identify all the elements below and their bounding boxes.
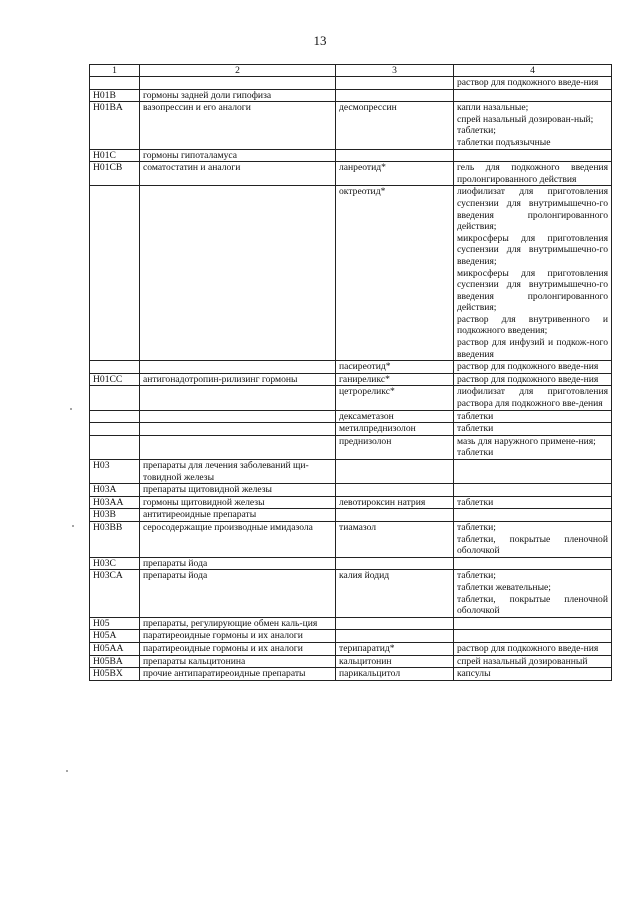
dosage-forms-cell	[454, 89, 612, 102]
code-cell	[90, 423, 140, 436]
dosage-forms-cell	[454, 521, 612, 557]
dosage-form-item: таблетки	[457, 423, 494, 435]
code-cell: H03B	[90, 509, 140, 522]
group-cell	[140, 186, 336, 361]
dosage-forms-cell	[454, 410, 612, 423]
table-row	[90, 557, 612, 570]
drug-cell: преднизолон	[336, 435, 454, 459]
dosage-form-item: лиофилизат для приготовления суспензии для внутримышечно-го введения пролонгированного действия;	[457, 186, 608, 233]
drug-cell	[336, 557, 454, 570]
dosage-forms-cell	[454, 186, 612, 361]
table-row	[90, 496, 612, 509]
dosage-form-item: таблетки подъязычные	[457, 136, 551, 148]
table-row	[90, 521, 612, 557]
dosage-forms-cell	[454, 386, 612, 410]
drug-cell	[336, 617, 454, 630]
dosage-form-item: таблетки;	[457, 521, 496, 533]
dosage-form-item: таблетки;	[457, 125, 496, 137]
column-number-3: 3	[336, 65, 454, 77]
table-row	[90, 361, 612, 374]
dosage-form-item: гель для подкожного введения пролонгированного действия	[457, 162, 608, 185]
group-cell: паратиреоидные гормоны и их аналоги	[140, 630, 336, 643]
table-row	[90, 484, 612, 497]
code-cell: H03BB	[90, 521, 140, 557]
drug-cell: метилпреднизолон	[336, 423, 454, 436]
code-cell: H03	[90, 460, 140, 484]
drug-cell: октреотид*	[336, 186, 454, 361]
dosage-form-item: капли назальные;	[457, 102, 529, 114]
group-cell	[140, 386, 336, 410]
dosage-forms-cell	[454, 484, 612, 497]
drug-cell: дексаметазон	[336, 410, 454, 423]
dosage-forms-cell	[454, 668, 612, 681]
dosage-form-item: спрей назальный дозированный	[457, 655, 588, 667]
drug-cell: десмопрессин	[336, 102, 454, 149]
table-row	[90, 509, 612, 522]
table-row	[90, 423, 612, 436]
code-cell: H05AA	[90, 642, 140, 655]
code-cell: H05BX	[90, 668, 140, 681]
dosage-form-item: таблетки	[457, 410, 494, 422]
table-row	[90, 373, 612, 386]
group-cell	[140, 423, 336, 436]
code-cell	[90, 361, 140, 374]
dosage-forms-cell	[454, 630, 612, 643]
drug-cell	[336, 89, 454, 102]
code-cell: H01CB	[90, 162, 140, 186]
dosage-forms-cell	[454, 570, 612, 617]
code-cell: H03AA	[90, 496, 140, 509]
drug-cell	[336, 77, 454, 90]
dosage-forms-cell	[454, 102, 612, 149]
code-cell: H05BA	[90, 655, 140, 668]
table-row	[90, 570, 612, 617]
code-cell	[90, 410, 140, 423]
dosage-forms-cell	[454, 496, 612, 509]
group-cell: препараты йода	[140, 570, 336, 617]
dosage-forms-cell	[454, 509, 612, 522]
group-cell: серосодержащие производные имидазола	[140, 521, 336, 557]
code-cell: H01BA	[90, 102, 140, 149]
group-cell: препараты, регулирующие обмен каль-ция	[140, 617, 336, 630]
group-cell: препараты для лечения заболеваний щи-товидной железы	[140, 460, 336, 484]
dosage-form-item: спрей назальный дозирован-ный;	[457, 113, 594, 125]
dosage-form-item: таблетки	[457, 496, 494, 508]
drug-cell: терипаратид*	[336, 642, 454, 655]
code-cell: H03A	[90, 484, 140, 497]
dosage-forms-cell	[454, 642, 612, 655]
table-row	[90, 655, 612, 668]
dosage-forms-cell	[454, 655, 612, 668]
drug-cell: калия йодид	[336, 570, 454, 617]
table-row	[90, 149, 612, 162]
dosage-forms-cell	[454, 435, 612, 459]
drug-cell	[336, 484, 454, 497]
column-number-row	[90, 65, 612, 77]
dosage-form-item: таблетки, покрытые пленочной оболочкой	[457, 593, 608, 617]
dosage-forms-cell	[454, 149, 612, 162]
code-cell: H01B	[90, 89, 140, 102]
group-cell: гормоны щитовидной железы	[140, 496, 336, 509]
dosage-form-item: раствор для подкожного введе-ния	[457, 361, 599, 373]
code-cell: H03CA	[90, 570, 140, 617]
group-cell	[140, 77, 336, 90]
drug-cell: цетрореликс*	[336, 386, 454, 410]
drug-cell	[336, 460, 454, 484]
dosage-forms-cell	[454, 373, 612, 386]
dosage-forms-cell	[454, 423, 612, 436]
dosage-form-item: таблетки;	[457, 570, 496, 582]
dosage-forms-cell	[454, 361, 612, 374]
group-cell: паратиреоидные гормоны и их аналоги	[140, 642, 336, 655]
table-row	[90, 102, 612, 149]
drug-cell: ганиреликс*	[336, 373, 454, 386]
drug-cell: пасиреотид*	[336, 361, 454, 374]
table-row	[90, 77, 612, 90]
dosage-form-item: раствор для подкожного введе-ния	[457, 77, 599, 88]
group-cell: препараты кальцитонина	[140, 655, 336, 668]
table-row	[90, 668, 612, 681]
dosage-form-item: раствор для подкожного введе-ния	[457, 373, 599, 385]
group-cell	[140, 435, 336, 459]
code-cell	[90, 386, 140, 410]
drug-cell: кальцитонин	[336, 655, 454, 668]
code-cell: H05A	[90, 630, 140, 643]
dosage-forms-cell	[454, 460, 612, 484]
dosage-form-item: мазь для наружного примене-ния;	[457, 435, 596, 447]
dosage-forms-cell	[454, 77, 612, 90]
column-number-2: 2	[140, 65, 336, 77]
group-cell: гормоны задней доли гипофиза	[140, 89, 336, 102]
group-cell: гормоны гипоталамуса	[140, 149, 336, 162]
dosage-forms-cell	[454, 557, 612, 570]
table-row	[90, 186, 612, 361]
dosage-form-item: раствор для инфузий и подкож-ного введения	[457, 337, 608, 360]
scan-speck	[66, 770, 68, 772]
dosage-form-item: микросферы для приготовления суспензии для внутримышечно-го введения;	[457, 232, 608, 267]
table-row	[90, 162, 612, 186]
group-cell: препараты щитовидной железы	[140, 484, 336, 497]
dosage-form-item: таблетки, покрытые пленочной оболочкой	[457, 533, 608, 557]
table-row	[90, 89, 612, 102]
table-row	[90, 630, 612, 643]
dosage-form-item: раствор для подкожного введе-ния	[457, 642, 599, 654]
code-cell	[90, 77, 140, 90]
table-row	[90, 460, 612, 484]
code-cell: H01C	[90, 149, 140, 162]
code-cell	[90, 186, 140, 361]
medication-table	[89, 64, 612, 681]
group-cell	[140, 410, 336, 423]
column-number-4: 4	[454, 65, 612, 77]
code-cell: H03C	[90, 557, 140, 570]
group-cell: антитиреоидные препараты	[140, 509, 336, 522]
dosage-forms-cell	[454, 162, 612, 186]
dosage-form-item: таблетки жевательные;	[457, 581, 551, 593]
group-cell: антигонадотропин-рилизинг гормоны	[140, 373, 336, 386]
scan-speck	[72, 525, 74, 527]
page-number: 13	[313, 33, 327, 48]
dosage-form-item: таблетки	[457, 447, 494, 459]
dosage-form-item: лиофилизат для приготовления раствора для подкожного вве-дения	[457, 386, 608, 410]
drug-cell: ланреотид*	[336, 162, 454, 186]
dosage-form-item: раствор для внутривенного и подкожного введения;	[457, 313, 608, 337]
dosage-forms-cell	[454, 617, 612, 630]
group-cell: вазопрессин и его аналоги	[140, 102, 336, 149]
table-row	[90, 435, 612, 459]
table-row	[90, 642, 612, 655]
table-row	[90, 386, 612, 410]
code-cell: H05	[90, 617, 140, 630]
drug-cell	[336, 630, 454, 643]
column-number-1: 1	[90, 65, 140, 77]
drug-cell	[336, 509, 454, 522]
drug-cell: тиамазол	[336, 521, 454, 557]
drug-cell: левотироксин натрия	[336, 496, 454, 509]
table-row	[90, 410, 612, 423]
dosage-form-item: капсулы	[457, 668, 491, 680]
drug-cell	[336, 149, 454, 162]
drug-cell: парикальцитол	[336, 668, 454, 681]
group-cell: препараты йода	[140, 557, 336, 570]
scan-speck	[70, 408, 72, 410]
group-cell: соматостатин и аналоги	[140, 162, 336, 186]
code-cell: H01CC	[90, 373, 140, 386]
group-cell: прочие антипаратиреоидные препараты	[140, 668, 336, 681]
table-row	[90, 617, 612, 630]
group-cell	[140, 361, 336, 374]
code-cell	[90, 435, 140, 459]
table-body	[90, 65, 612, 681]
dosage-form-item: микросферы для приготовления суспензии для внутримышечно-го введения пролонгированного действия;	[457, 267, 608, 314]
